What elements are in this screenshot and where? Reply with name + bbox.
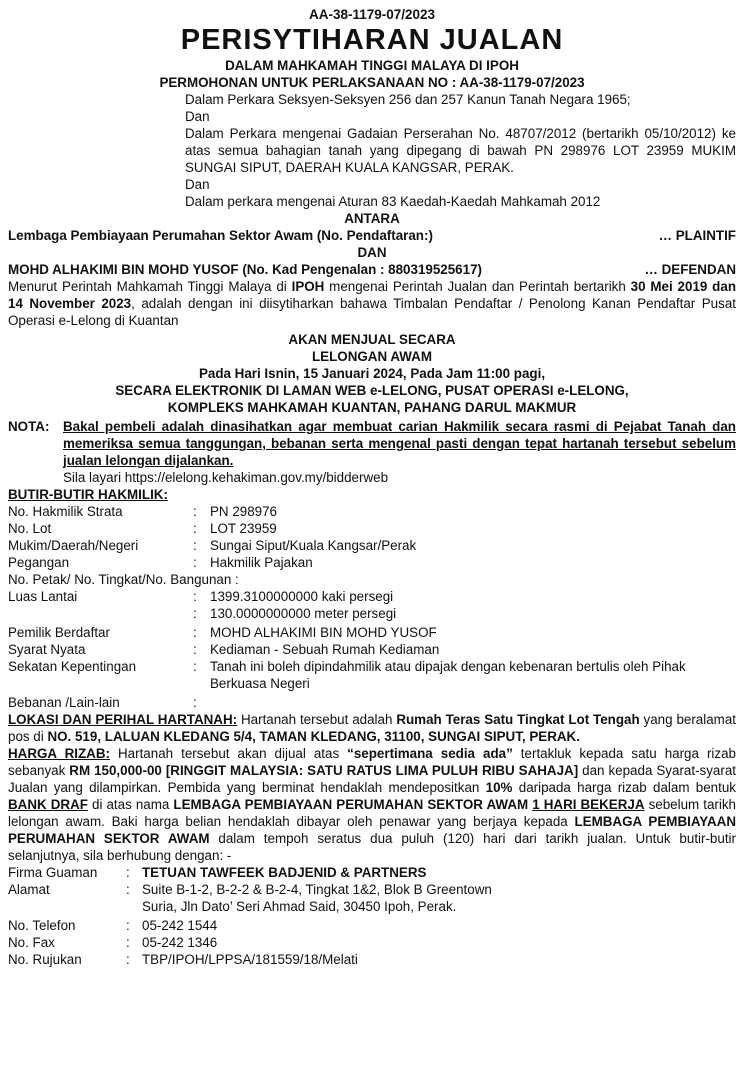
case-number: AA-38-1179-07/2023	[308, 7, 436, 22]
contact-telephone: No. Telefon : 05-242 1544	[8, 918, 218, 933]
antara-heading: ANTARA	[344, 211, 400, 226]
nota-block	[8, 418, 736, 486]
luas-row: : 130.0000000000 meter persegi	[193, 606, 397, 621]
butir-row: Mukim/Daerah/Negeri : Sungai Siput/Kuala Kangsar/Perak	[8, 538, 417, 553]
lokasi-paragraph: LOKASI DAN PERIHAL HARTANAH: Hartanah tersebut adalah Rumah Teras Satu Tingkat Lot Tengah yang beralamat pos di NO. 519, LALUAN KLEDANG 5/4, TAMAN KLEDANG, 31100, SUNGAI SIPUT, PERAK.	[8, 712, 736, 744]
butir-row: No. Hakmilik Strata : PN 298976	[8, 504, 278, 519]
matter-line: Dalam perkara mengenai Aturan 83 Kaedah-Kaedah Mahkamah 2012	[185, 194, 601, 209]
sale-line-1: AKAN MENJUAL SECARA	[288, 332, 456, 347]
defendant-role: … DEFENDAN	[644, 262, 736, 277]
nota-label: NOTA:	[8, 419, 50, 434]
sale-line-2: LELONGAN AWAM	[311, 349, 432, 364]
plaintiff-row	[8, 227, 736, 244]
sale-notice	[8, 0, 736, 968]
plaintiff-role: … PLAINTIF	[658, 228, 736, 243]
sale-date: Pada Hari Isnin, 15 Januari 2024, Pada Jam 11:00 pagi,	[198, 366, 546, 381]
butir-row: Pemilik Berdaftar : MOHD ALHAKIMI BIN MOHD YUSOF	[8, 625, 437, 640]
butir-row: Syarat Nyata : Kediaman - Sebuah Rumah Kediaman	[8, 642, 440, 657]
dan-heading: DAN	[357, 245, 387, 260]
matters	[185, 91, 736, 210]
contact-address-2: Suria, Jln Dato’ Seri Ahmad Said, 30450 Ipoh, Perak.	[142, 899, 457, 914]
luas-row: Luas Lantai : 1399.3100000000 kaki persegi	[8, 589, 394, 604]
defendant-row	[8, 261, 736, 278]
matter-line: Dalam Perkara Seksyen-Seksyen 256 dan 257 Kanun Tanah Negara 1965;	[185, 92, 631, 107]
court-name: DALAM MAHKAMAH TINGGI MALAYA DI IPOH	[225, 58, 519, 73]
sale-venue-2: KOMPLEKS MAHKAMAH KUANTAN, PAHANG DARUL MAKMUR	[167, 400, 577, 415]
application-number: PERMOHONAN UNTUK PERLAKSANAAN NO : AA-38-1179-07/2023	[159, 75, 585, 90]
defendant-name: MOHD ALHAKIMI BIN MOHD YUSOF (No. Kad Pengenalan : 880319525617)	[8, 262, 482, 277]
butir-row: Sekatan Kepentingan : Tanah ini boleh dipindahmilik atau dipajak dengan kebenaran bertulis oleh Pihak Berkuasa Negeri	[8, 659, 686, 691]
harga-paragraph: HARGA RIZAB: Hartanah tersebut akan dijual atas “sepertimana sedia ada” tertakluk kepada satu harga rizab sebanyak RM 150,000-00 [RINGGIT MALAYSIA: SATU RATUS LIMA PULUH RIBU SAHAJA] dan kepada Syarat-syarat Jualan yang dilampirkan. Pembida yang berminat hendaklah mendepositkan 10% daripada harga rizab dalam bentuk BANK DRAF di atas nama LEMBAGA PEMBIAYAAN PERUMAHAN SEKTOR AWAM 1 HARI BEKERJA sebelum tarikh lelongan awam. Baki harga belian hendaklah dibayar oleh penawar yang berjaya kepada LEMBAGA PEMBIAYAAN PERUMAHAN SEKTOR AWAM dalam tempoh seratus dua puluh (120) hari dari tarikh jualan. Untuk butir-butir selanjutnya, sila berhubung dengan: -	[8, 746, 736, 863]
plaintiff-name: Lembaga Pembiayaan Perumahan Sektor Awam (No. Pendaftaran:)	[8, 228, 433, 243]
petak-row: No. Petak/ No. Tingkat/No. Bangunan :	[8, 572, 239, 587]
sale-venue-1: SECARA ELEKTRONIK DI LAMAN WEB e-LELONG, PUSAT OPERASI e-LELONG,	[115, 383, 629, 398]
notice-title: PERISYTIHARAN JUALAN	[180, 24, 564, 56]
order-paragraph: Menurut Perintah Mahkamah Tinggi Malaya di IPOH mengenai Perintah Jualan dan Perintah bertarikh 30 Mei 2019 dan 14 November 2023, adalah dengan ini diisytiharkan bahawa Timbalan Pendaftar / Penolong Kanan Pendaftar Pusat Operasi e-Lelong di Kuantan	[8, 279, 736, 328]
contact-fax: No. Fax : 05-242 1346	[8, 935, 218, 950]
contact-address: Alamat : Suite B-1-2, B-2-2 & B-2-4, Tingkat 1&2, Blok B Greentown	[8, 882, 492, 897]
beban-row: Bebanan /Lain-lain :	[8, 695, 197, 710]
butir-row: No. Lot : LOT 23959	[8, 521, 277, 536]
matter-line: Dalam Perkara mengenai Gadaian Perserahan No. 48707/2012 (bertarikh 05/10/2012) ke atas semua bahagian tanah yang dipegang di bawah PN 298976 LOT 23959 MUKIM SUNGAI SIPUT, DAERAH KUALA KANGSAR, PERAK.	[185, 126, 736, 175]
contact-reference: No. Rujukan : TBP/IPOH/LPPSA/181559/18/Melati	[8, 952, 358, 967]
nota-text: Bakal pembeli adalah dinasihatkan agar membuat carian Hakmilik secara rasmi di Pejabat Tanah dan memeriksa semua tanggungan, bebanan serta mengenal pasti dengan tepat hartanah tersebut sebelum jualan lelongan dijalankan.	[63, 419, 736, 468]
nota-website[interactable]: Sila layari https://elelong.kehakiman.gov.my/bidderweb	[63, 470, 389, 485]
matter-line: Dan	[185, 177, 210, 192]
contact-firm: Firma Guaman : TETUAN TAWFEEK BADJENID & PARTNERS	[8, 865, 427, 880]
butir-row: Pegangan : Hakmilik Pajakan	[8, 555, 313, 570]
matter-line: Dan	[185, 109, 210, 124]
butir-heading: BUTIR-BUTIR HAKMILIK:	[8, 487, 168, 502]
